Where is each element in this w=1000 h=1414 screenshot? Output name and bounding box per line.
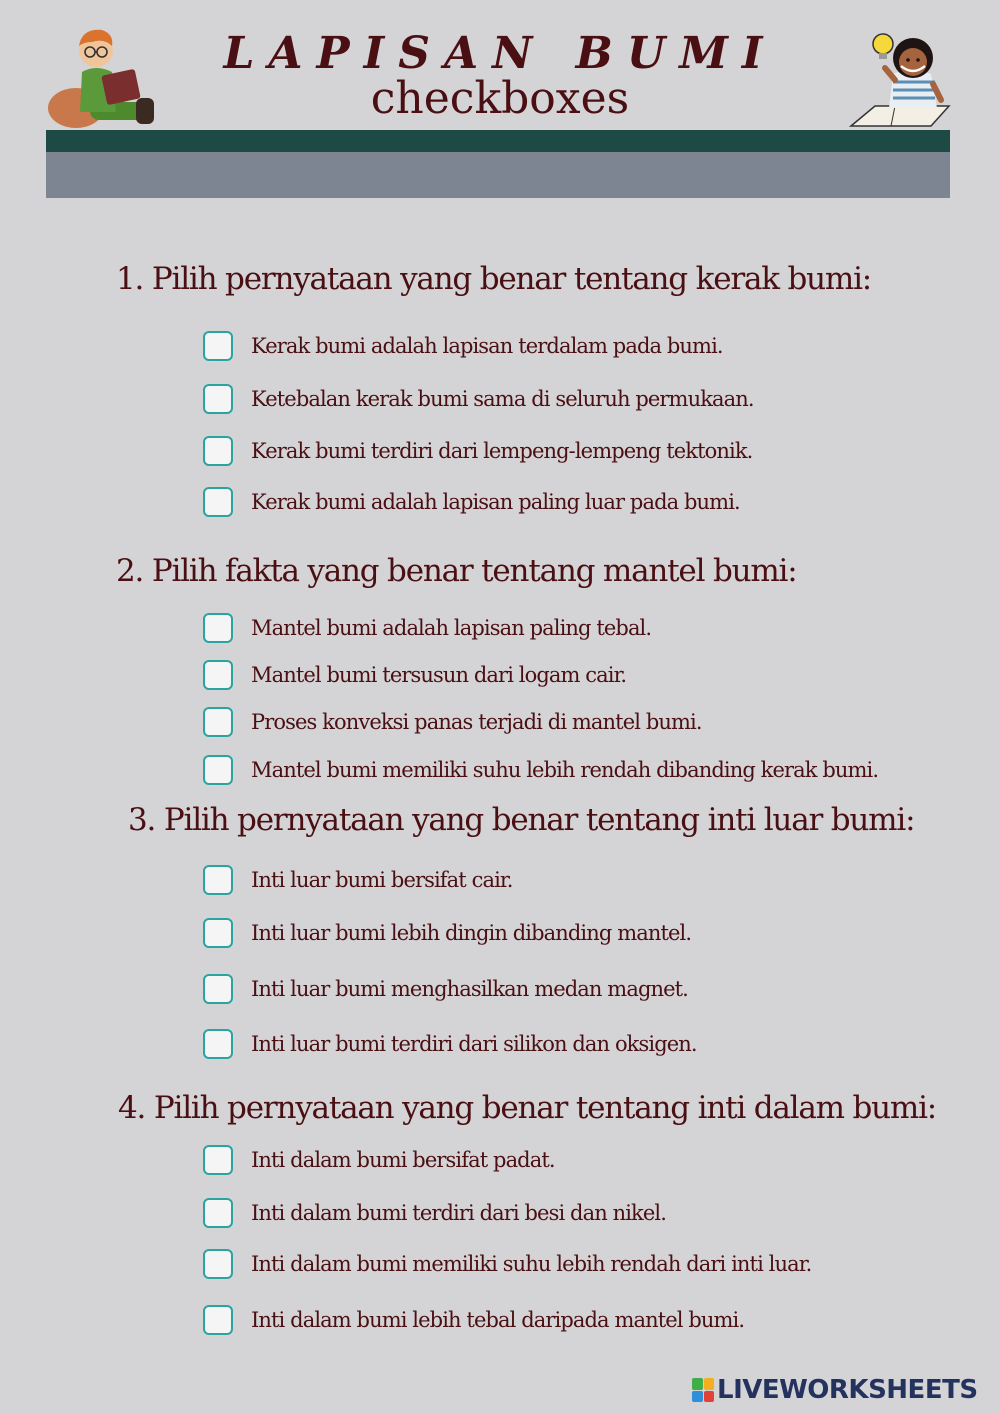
option-label: Ketebalan kerak bumi sama di seluruh permukaan. (251, 387, 754, 411)
question-4-option-1[interactable] (203, 1142, 555, 1178)
option-label: Mantel bumi tersusun dari logam cair. (251, 663, 627, 687)
question-3-option-3[interactable] (203, 971, 688, 1007)
question-3-title: 3. Pilih pernyataan yang benar tentang inti luar bumi: (128, 802, 915, 838)
checkbox[interactable] (203, 384, 233, 414)
option-label: Inti dalam bumi bersifat padat. (251, 1148, 555, 1172)
liveworksheets-brand[interactable] (692, 1374, 978, 1406)
page-subtitle: checkboxes (370, 73, 630, 124)
question-2-title: 2. Pilih fakta yang benar tentang mantel bumi: (116, 553, 797, 589)
option-label: Inti dalam bumi lebih tebal daripada mantel bumi. (251, 1308, 745, 1332)
question-1-title: 1. Pilih pernyataan yang benar tentang kerak bumi: (116, 261, 872, 297)
option-label: Inti dalam bumi memiliki suhu lebih rendah dari inti luar. (251, 1252, 812, 1276)
checkbox[interactable] (203, 918, 233, 948)
question-4-option-4[interactable] (203, 1302, 744, 1338)
question-3-option-2[interactable] (203, 915, 691, 951)
checkbox[interactable] (203, 331, 233, 361)
option-label: Proses konveksi panas terjadi di mantel bumi. (251, 710, 702, 734)
question-2-option-2[interactable] (203, 657, 626, 693)
page-title: LAPISAN BUMI (223, 28, 777, 79)
checkbox[interactable] (203, 613, 233, 643)
checkbox[interactable] (203, 436, 233, 466)
question-2-option-4[interactable] (203, 752, 878, 788)
checkbox[interactable] (203, 487, 233, 517)
option-label: Kerak bumi terdiri dari lempeng-lempeng tektonik. (251, 439, 753, 463)
option-label: Mantel bumi adalah lapisan paling tebal. (251, 616, 652, 640)
header-band-dark (46, 130, 950, 152)
question-2-option-1[interactable] (203, 610, 651, 646)
question-1-option-2[interactable] (203, 381, 754, 417)
question-1-option-3[interactable] (203, 433, 752, 469)
header-band-grey (46, 152, 950, 198)
option-label: Mantel bumi memiliki suhu lebih rendah dibanding kerak bumi. (251, 758, 879, 782)
option-label: Inti luar bumi menghasilkan medan magnet. (251, 977, 688, 1001)
checkbox[interactable] (203, 1249, 233, 1279)
checkbox[interactable] (203, 1198, 233, 1228)
boy-reading-book-icon (46, 20, 166, 132)
girl-with-lightbulb-icon (845, 22, 955, 130)
option-label: Inti luar bumi bersifat cair. (251, 868, 513, 892)
checkbox[interactable] (203, 1029, 233, 1059)
liveworksheets-logo-icon (692, 1378, 714, 1402)
question-1-option-1[interactable] (203, 328, 723, 364)
checkbox[interactable] (203, 865, 233, 895)
question-4-option-2[interactable] (203, 1195, 666, 1231)
checkbox[interactable] (203, 755, 233, 785)
option-label: Inti luar bumi lebih dingin dibanding mantel. (251, 921, 692, 945)
checkbox[interactable] (203, 1305, 233, 1335)
question-3-option-4[interactable] (203, 1026, 697, 1062)
option-label: Inti luar bumi terdiri dari silikon dan oksigen. (251, 1032, 697, 1056)
option-label: Kerak bumi adalah lapisan paling luar pada bumi. (251, 490, 740, 514)
option-label: Kerak bumi adalah lapisan terdalam pada bumi. (251, 334, 723, 358)
question-1-option-4[interactable] (203, 484, 740, 520)
checkbox[interactable] (203, 974, 233, 1004)
checkbox[interactable] (203, 660, 233, 690)
question-4-option-3[interactable] (203, 1246, 811, 1282)
question-2-option-3[interactable] (203, 704, 702, 740)
checkbox[interactable] (203, 707, 233, 737)
brand-name: LIVEWORKSHEETS (717, 1375, 978, 1405)
checkbox[interactable] (203, 1145, 233, 1175)
question-4-title: 4. Pilih pernyataan yang benar tentang inti dalam bumi: (118, 1090, 937, 1126)
option-label: Inti dalam bumi terdiri dari besi dan nikel. (251, 1201, 666, 1225)
question-3-option-1[interactable] (203, 862, 513, 898)
